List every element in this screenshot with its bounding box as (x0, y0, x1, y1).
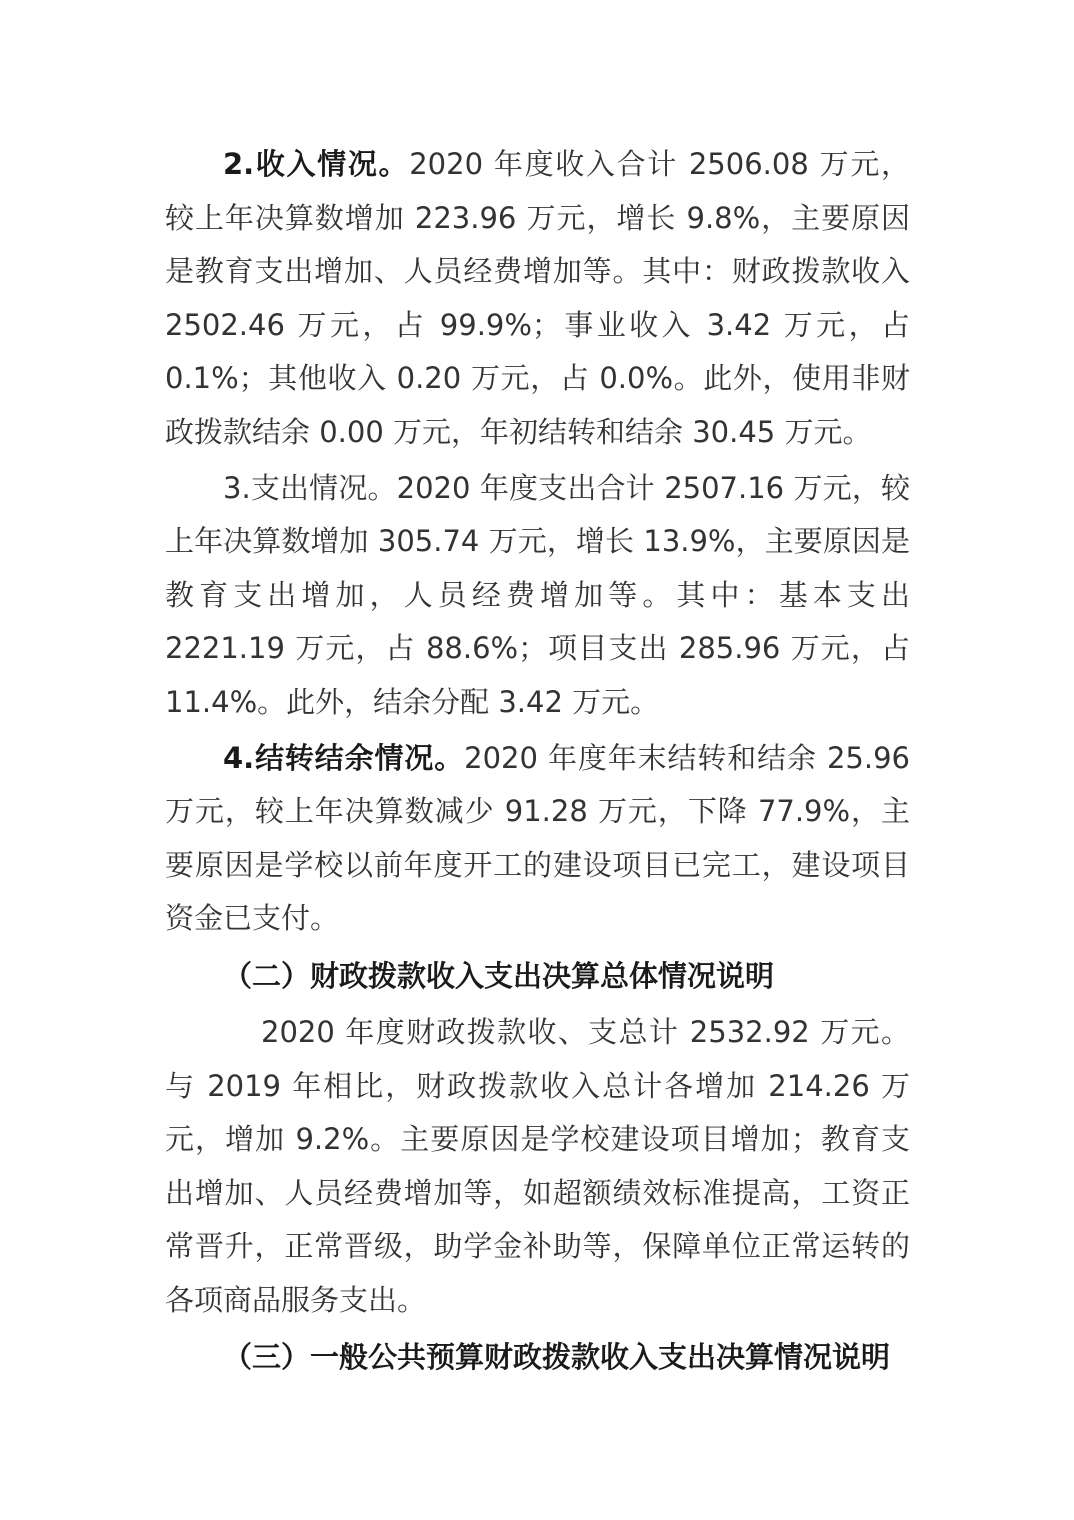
fiscal-overview-text: 2020 年度财政拨款收、支总计 2532.92 万元。与 2019 年相比，财政拨款收入总计各增加 214.26 万元，增加 9.2%。主要原因是学校建设项目增加；教育支出增加、人员经费增加等，如超额绩效标准提高，工资正常晋升，正常晋级，助学金补助等，保障单位正常运转的各项商品服务支出。 (165, 1014, 910, 1317)
expense-paragraph (165, 462, 910, 730)
fiscal-overview-paragraph (165, 1006, 910, 1328)
section-heading-3: （三）一般公共预算财政拨款收入支出决算情况说明 (223, 1340, 891, 1375)
document-body (165, 138, 910, 1387)
income-paragraph (165, 138, 910, 460)
expense-text: 3.支出情况。2020 年度支出合计 2507.16 万元，较上年决算数增加 305.74 万元，增长 13.9%，主要原因是教育支出增加，人员经费增加等。其中：基本支出 2221.19 万元，占 88.6%；项目支出 285.96 万元，占 11.4%。此外，结余分配 3.42 万元。 (165, 470, 910, 719)
balance-text: 2020 年度年末结转和结余 25.96 万元，较上年决算数减少 91.28 万元，下降 77.9%，主要原因是学校以前年度开工的建设项目已完工，建设项目资金已支付。 (165, 740, 910, 936)
income-lead: 2.收入情况。 (223, 147, 410, 181)
section-heading-2: （二）财政拨款收入支出决算总体情况说明 (223, 958, 775, 993)
balance-paragraph (165, 732, 910, 946)
income-text: 2020 年度收入合计 2506.08 万元，较上年决算数增加 223.96 万元，增长 9.8%，主要原因是教育支出增加、人员经费增加等。其中：财政拨款收入 2502.46 万元，占 99.9%；事业收入 3.42 万元，占 0.1%；其他收入 0.20 万元，占 0.0%。此外，使用非财政拨款结余 0.00 万元，年初结转和结余 30.45 万元。 (165, 147, 910, 449)
balance-lead: 4.结转结余情况。 (223, 740, 465, 775)
